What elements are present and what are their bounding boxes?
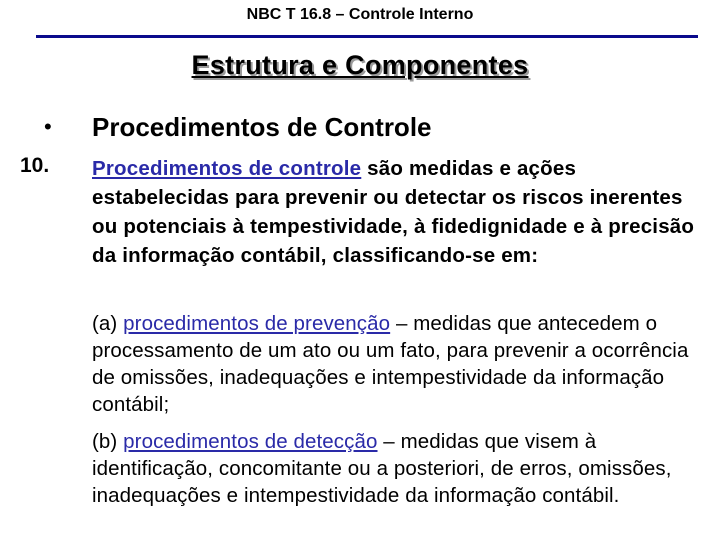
item-10-text: são medidas e ações estabelecidas para prevenir ou detectar os riscos inerentes ou potenciais à tempestividade, à fidedignidade e à precisão da informação contábil, classificando-se em: bbox=[92, 157, 695, 267]
sub-item-b bbox=[92, 428, 702, 509]
procedimentos-de-controle-link[interactable]: Procedimentos de controle bbox=[92, 157, 362, 180]
procedimentos-de-deteccao-link[interactable]: procedimentos de detecção bbox=[123, 430, 378, 453]
item-number: 10. bbox=[20, 154, 50, 177]
sub-item-b-text: – medidas que visem à identificação, concomitante ou a posteriori, de erros, omissões, inadequações e intempestividade da informação contábil. bbox=[92, 430, 672, 507]
slide-title: Estrutura e Componentes bbox=[191, 50, 529, 80]
sub-item-a-prefix: (a) bbox=[92, 312, 124, 335]
procedimentos-de-prevencao-link[interactable]: procedimentos de prevenção bbox=[123, 312, 391, 335]
sub-item-a bbox=[92, 310, 702, 418]
bullet-text: Procedimentos de Controle bbox=[92, 112, 432, 142]
bullet-item bbox=[44, 112, 704, 146]
item-10-paragraph bbox=[92, 154, 702, 270]
slide-header: NBC T 16.8 – Controle Interno bbox=[246, 6, 474, 23]
bullet-icon: • bbox=[44, 114, 52, 139]
sub-item-b-prefix: (b) bbox=[92, 430, 124, 453]
sub-item-a-text: – medidas que antecedem o processamento de um ato ou um fato, para prevenir a ocorrência de omissões, inadequações e intempestividade da informação contábil; bbox=[92, 312, 689, 416]
header-divider bbox=[36, 35, 698, 38]
